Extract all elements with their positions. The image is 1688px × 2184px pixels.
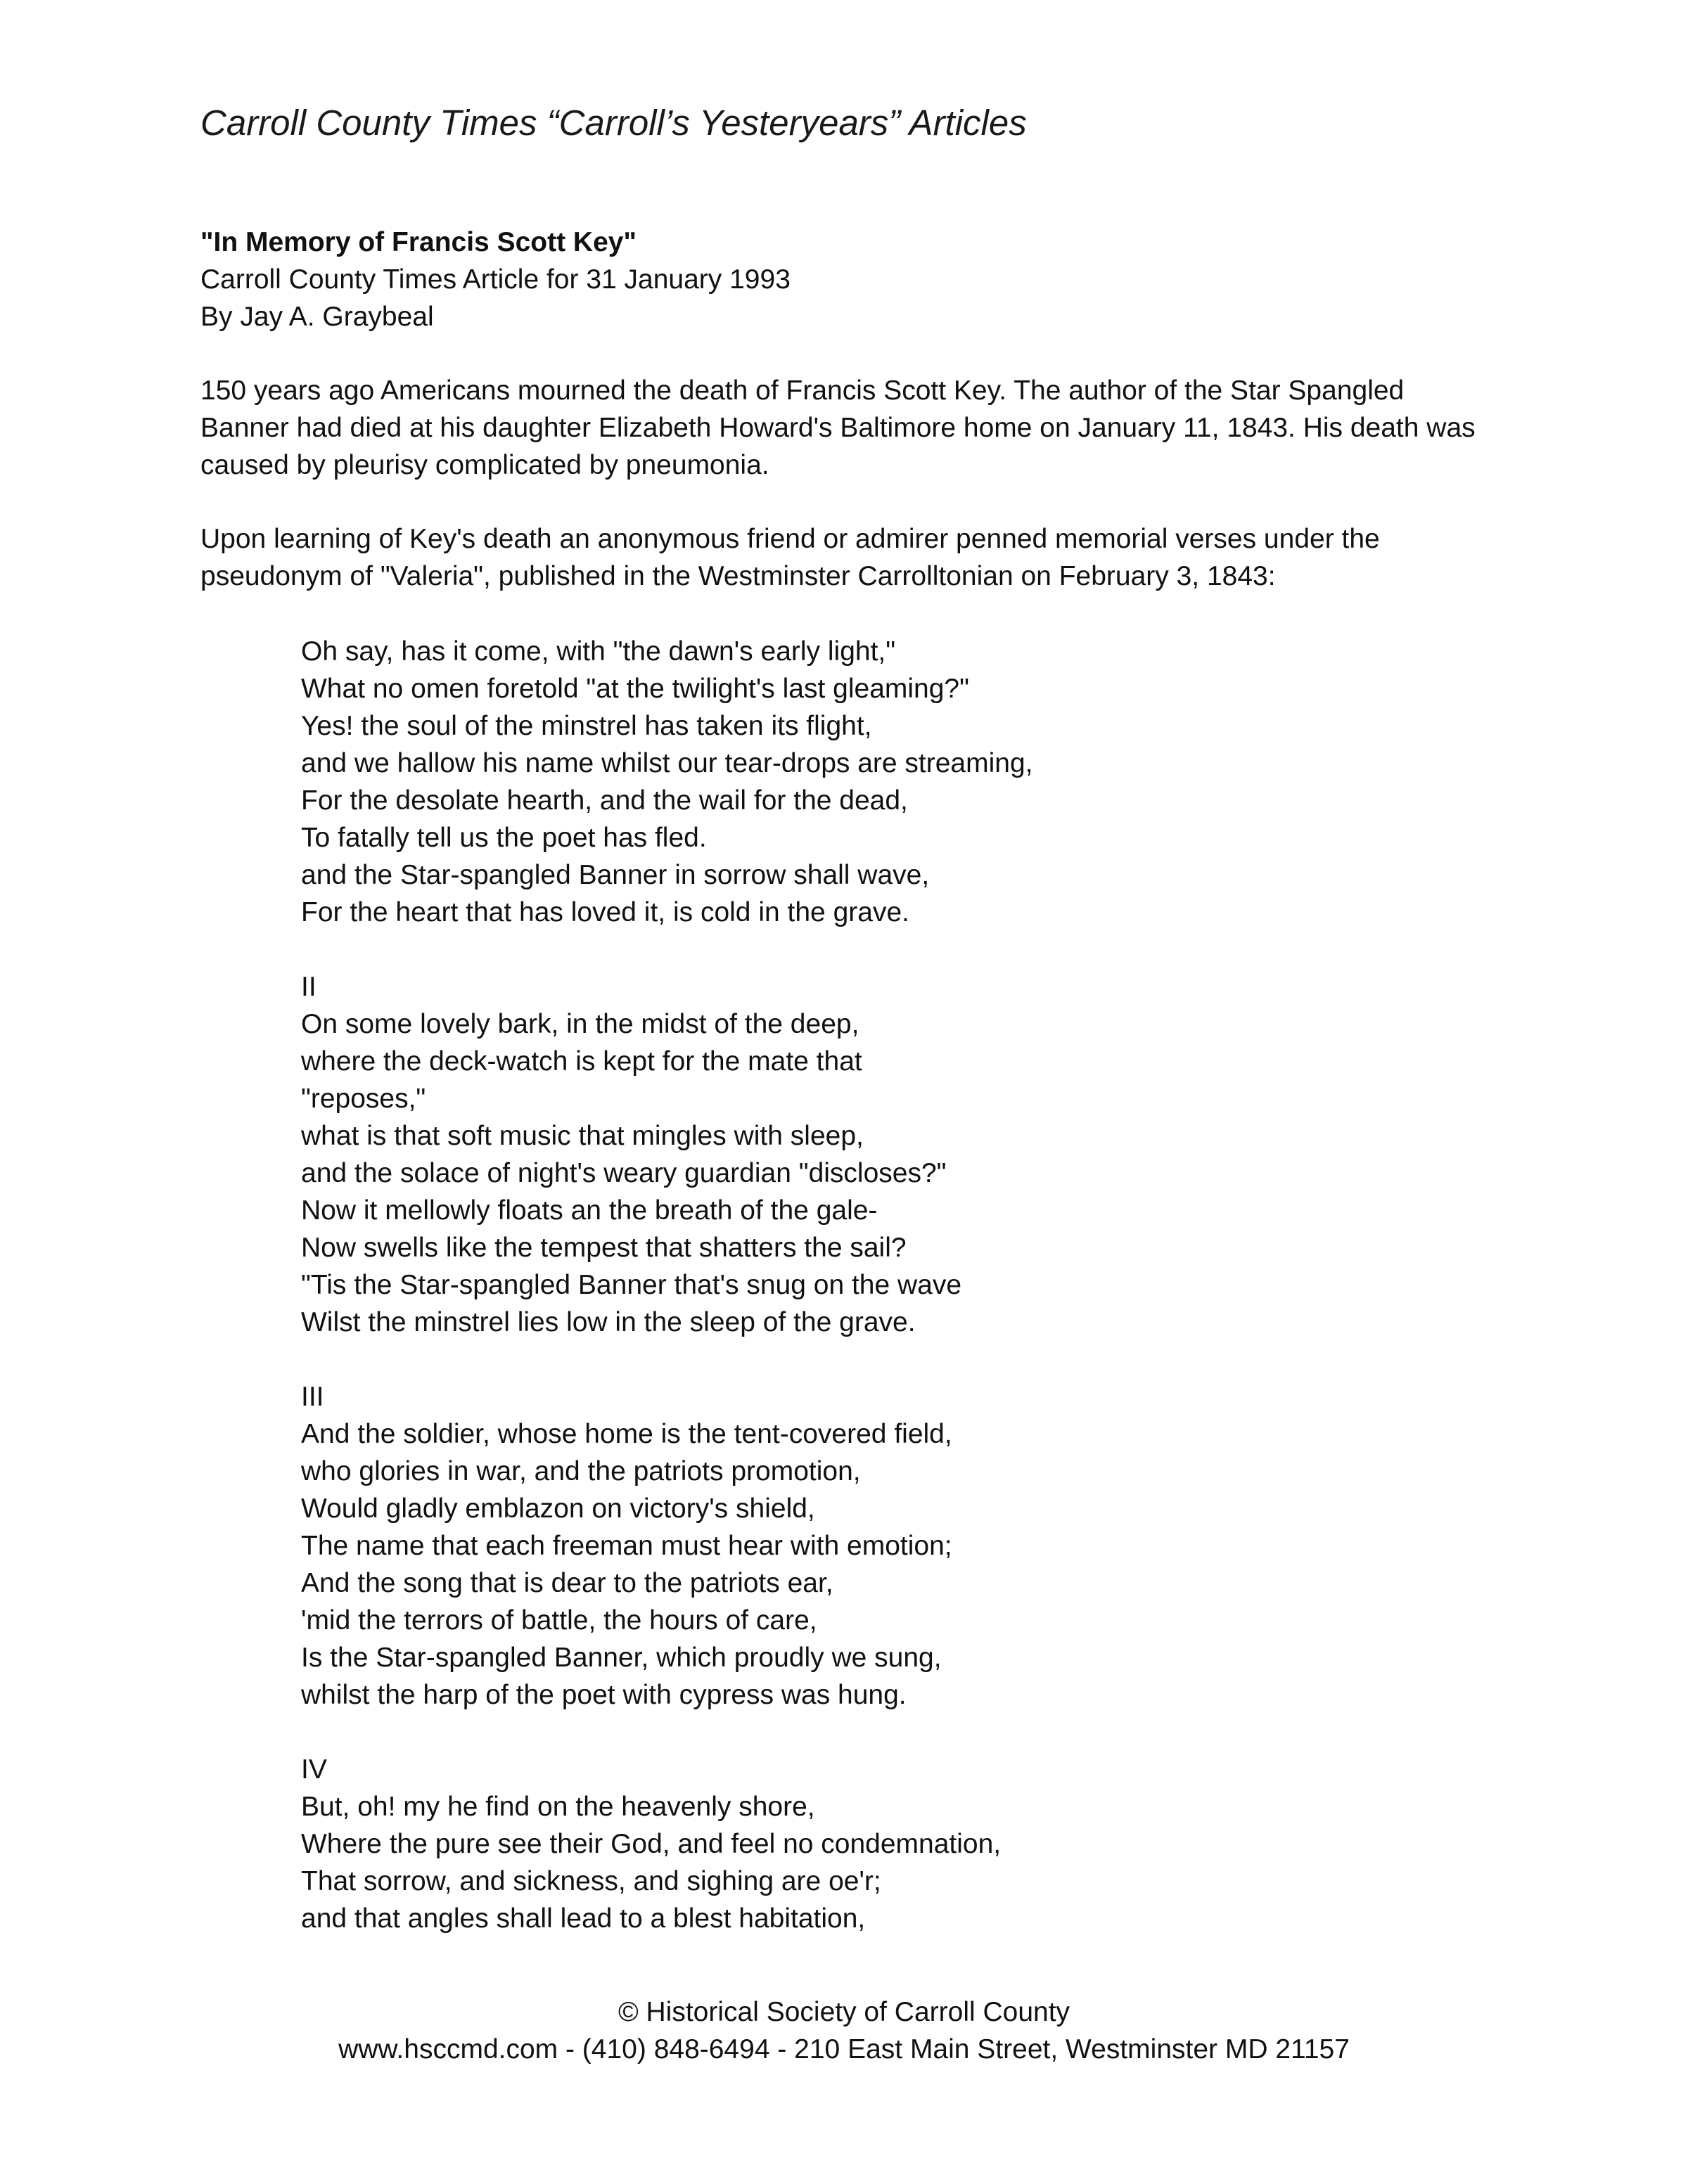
poem-stanza <box>301 968 1033 1341</box>
poem-line: But, oh! my he find on the heavenly shore, <box>301 1792 815 1822</box>
poem-line: III <box>301 1382 324 1412</box>
poem-line: For the heart that has loved it, is cold in the grave. <box>301 897 909 927</box>
article-byline: By Jay A. Graybeal <box>200 302 434 332</box>
poem-stanza <box>301 1751 1033 1937</box>
poem-line: who glories in war, and the patriots promotion, <box>301 1456 861 1486</box>
poem-line: II <box>301 972 316 1002</box>
poem-line: Is the Star-spangled Banner, which proudly we sung, <box>301 1643 942 1673</box>
article-heading-block <box>200 224 791 335</box>
poem-line: and the solace of night's weary guardian "discloses?" <box>301 1158 947 1188</box>
poem-line: To fatally tell us the poet has fled. <box>301 823 707 853</box>
poem-line: IV <box>301 1754 327 1785</box>
poem-line: For the desolate hearth, and the wail for the dead, <box>301 785 908 816</box>
poem-line: where the deck-watch is kept for the mate that <box>301 1046 862 1077</box>
poem-line: what is that soft music that mingles with sleep, <box>301 1121 864 1151</box>
poem-line: Wilst the minstrel lies low in the sleep of the grave. <box>301 1307 916 1337</box>
poem-line: Where the pure see their God, and feel no condemnation, <box>301 1829 1002 1859</box>
paragraph-intro <box>200 372 1516 484</box>
paragraph-line: 150 years ago Americans mourned the death of Francis Scott Key. The author of the Star Spangled <box>200 375 1405 406</box>
poem-line: On some lovely bark, in the midst of the deep, <box>301 1009 859 1039</box>
poem-line: The name that each freeman must hear with emotion; <box>301 1531 952 1561</box>
paragraph-line: Banner had died at his daughter Elizabeth Howard's Baltimore home on January 11, 1843. His death was <box>200 413 1476 443</box>
poem-line: Would gladly emblazon on victory's shield, <box>301 1494 815 1524</box>
poem-line: And the song that is dear to the patriots ear, <box>301 1568 833 1598</box>
poem-line: 'mid the terrors of battle, the hours of care, <box>301 1605 817 1636</box>
footer-copyright: © Historical Society of Carroll County <box>618 1997 1070 2027</box>
poem-stanza <box>301 1378 1033 1714</box>
poem-line: and we hallow his name whilst our tear-drops are streaming, <box>301 748 1033 778</box>
poem-line: What no omen foretold "at the twilight's last gleaming?" <box>301 674 969 704</box>
poem-line: "Tis the Star-spangled Banner that's snug on the wave <box>301 1270 962 1300</box>
poem-line: "reposes," <box>301 1084 426 1114</box>
page-footer <box>0 1993 1688 2068</box>
poem-line: whilst the harp of the poet with cypress was hung. <box>301 1680 907 1710</box>
footer-contact: www.hsccmd.com - (410) 848-6494 - 210 East Main Street, Westminster MD 21157 <box>338 2034 1350 2064</box>
poem-line: and that angles shall lead to a blest habitation, <box>301 1903 866 1934</box>
poem-line: Now swells like the tempest that shatters the sail? <box>301 1233 907 1263</box>
poem-line: Yes! the soul of the minstrel has taken its flight, <box>301 711 872 741</box>
poem-line: and the Star-spangled Banner in sorrow shall wave, <box>301 860 930 890</box>
article-subtitle: Carroll County Times Article for 31 January 1993 <box>200 264 791 295</box>
poem-line: Oh say, has it come, with "the dawn's early light," <box>301 636 896 667</box>
paragraph-line: pseudonym of "Valeria", published in the Westminster Carrolltonian on February 3, 1843: <box>200 561 1276 591</box>
paragraph-line: caused by pleurisy complicated by pneumonia. <box>200 450 769 480</box>
poem-line: That sorrow, and sickness, and sighing are oe'r; <box>301 1866 881 1896</box>
paragraph-line: Upon learning of Key's death an anonymous friend or admirer penned memorial verses under the <box>200 524 1380 554</box>
poem-stanza <box>301 633 1033 931</box>
poem-line: Now it mellowly floats an the breath of the gale- <box>301 1195 878 1226</box>
series-header: Carroll County Times “Carroll’s Yesteryears” Articles <box>200 103 1027 143</box>
paragraph-context <box>200 520 1516 595</box>
memorial-poem <box>301 633 1033 1974</box>
poem-line: And the soldier, whose home is the tent-covered field, <box>301 1419 952 1449</box>
article-title: "In Memory of Francis Scott Key" <box>200 227 637 257</box>
